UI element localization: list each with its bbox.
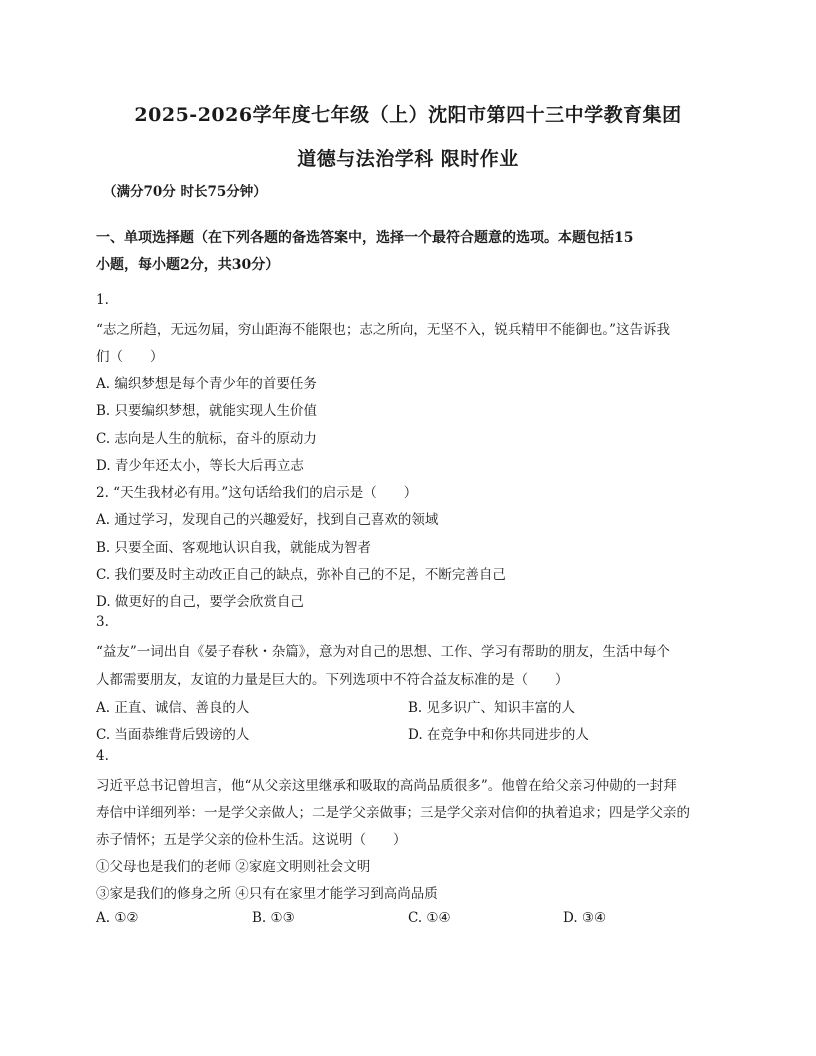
question-1-option-d: D. 青少年还太小，等长大后再立志 <box>96 458 304 474</box>
question-2-stem: 2. “天生我材必有用。”这句话给我们的启示是（ ） <box>96 485 418 501</box>
question-3-stem-line2: 人都需要朋友，友谊的力量是巨大的。下列选项中不符合益友标准的是（ ） <box>96 672 569 688</box>
question-4-number: 4. <box>96 748 109 764</box>
question-1-option-b: B. 只要编织梦想，就能实现人生价值 <box>96 403 318 419</box>
question-1-number: 1. <box>96 292 109 308</box>
question-4-stem-line3: 赤子情怀；五是学父亲的俭朴生活。这说明（ ） <box>96 832 407 848</box>
question-3-option-d: D. 在竞争中和你共同进步的人 <box>408 727 589 743</box>
question-4-statements-line2: ③家是我们的修身之所 ④只有在家里才能学习到高尚品质 <box>96 886 438 902</box>
question-2-option-d: D. 做更好的自己，要学会欣赏自己 <box>96 594 304 610</box>
exam-subtitle: 道德与法治学科 限时作业 <box>297 148 519 170</box>
question-4-option-d: D. ③④ <box>563 910 607 926</box>
question-4-option-a: A. ①② <box>96 910 139 926</box>
question-4-stem-line1: 习近平总书记曾坦言，他“从父亲这里继承和吸取的高尚品质很多”。他曾在给父亲习仲勋的一封拜 <box>96 778 677 794</box>
question-1-option-a: A. 编织梦想是每个青少年的首要任务 <box>96 376 317 392</box>
section-heading-line2: 小题，每小题2分，共30分） <box>96 257 280 273</box>
question-4-stem-line2: 寿信中详细列举：一是学父亲做人；二是学父亲做事；三是学父亲对信仰的执着追求；四是学父亲的 <box>96 805 690 821</box>
question-2-option-c: C. 我们要及时主动改正自己的缺点，弥补自己的不足，不断完善自己 <box>96 567 506 583</box>
question-2-option-a: A. 通过学习，发现自己的兴趣爱好，找到自己喜欢的领域 <box>96 512 439 528</box>
question-4-statements-line1: ①父母也是我们的老师 ②家庭文明则社会文明 <box>96 859 371 875</box>
question-1-stem-line1: “志之所趋，无远勿届，穷山距海不能限也；志之所向，无坚不入，锐兵精甲不能御也。”这告诉我 <box>96 322 671 338</box>
question-1-option-c: C. 志向是人生的航标，奋斗的原动力 <box>96 431 317 447</box>
question-3-option-c: C. 当面恭维背后毁谤的人 <box>96 727 250 743</box>
section-heading-line1: 一、单项选择题（在下列各题的备选答案中，选择一个最符合题意的选项。本题包括15 <box>96 230 634 246</box>
question-3-stem-line1: “益友”一词出自《晏子春秋・杂篇》，意为对自己的思想、工作、学习有帮助的朋友，生活中每个 <box>96 644 671 660</box>
question-4-option-b: B. ①③ <box>252 910 295 926</box>
question-2-option-b: B. 只要全面、客观地认识自我，就能成为智者 <box>96 540 372 556</box>
question-3-option-a: A. 正直、诚信、善良的人 <box>96 700 250 716</box>
question-1-stem-line2: 们（ ） <box>96 349 164 365</box>
section-heading <box>96 225 720 279</box>
question-3-option-b: B. 见多识广、知识丰富的人 <box>408 700 576 716</box>
score-time-note: （满分70分 时长75分钟） <box>103 184 267 200</box>
question-4-option-c: C. ①④ <box>408 910 451 926</box>
question-3-number: 3. <box>96 614 109 630</box>
exam-title: 2025-2026学年度七年级（上）沈阳市第四十三中学教育集团 <box>134 104 682 126</box>
